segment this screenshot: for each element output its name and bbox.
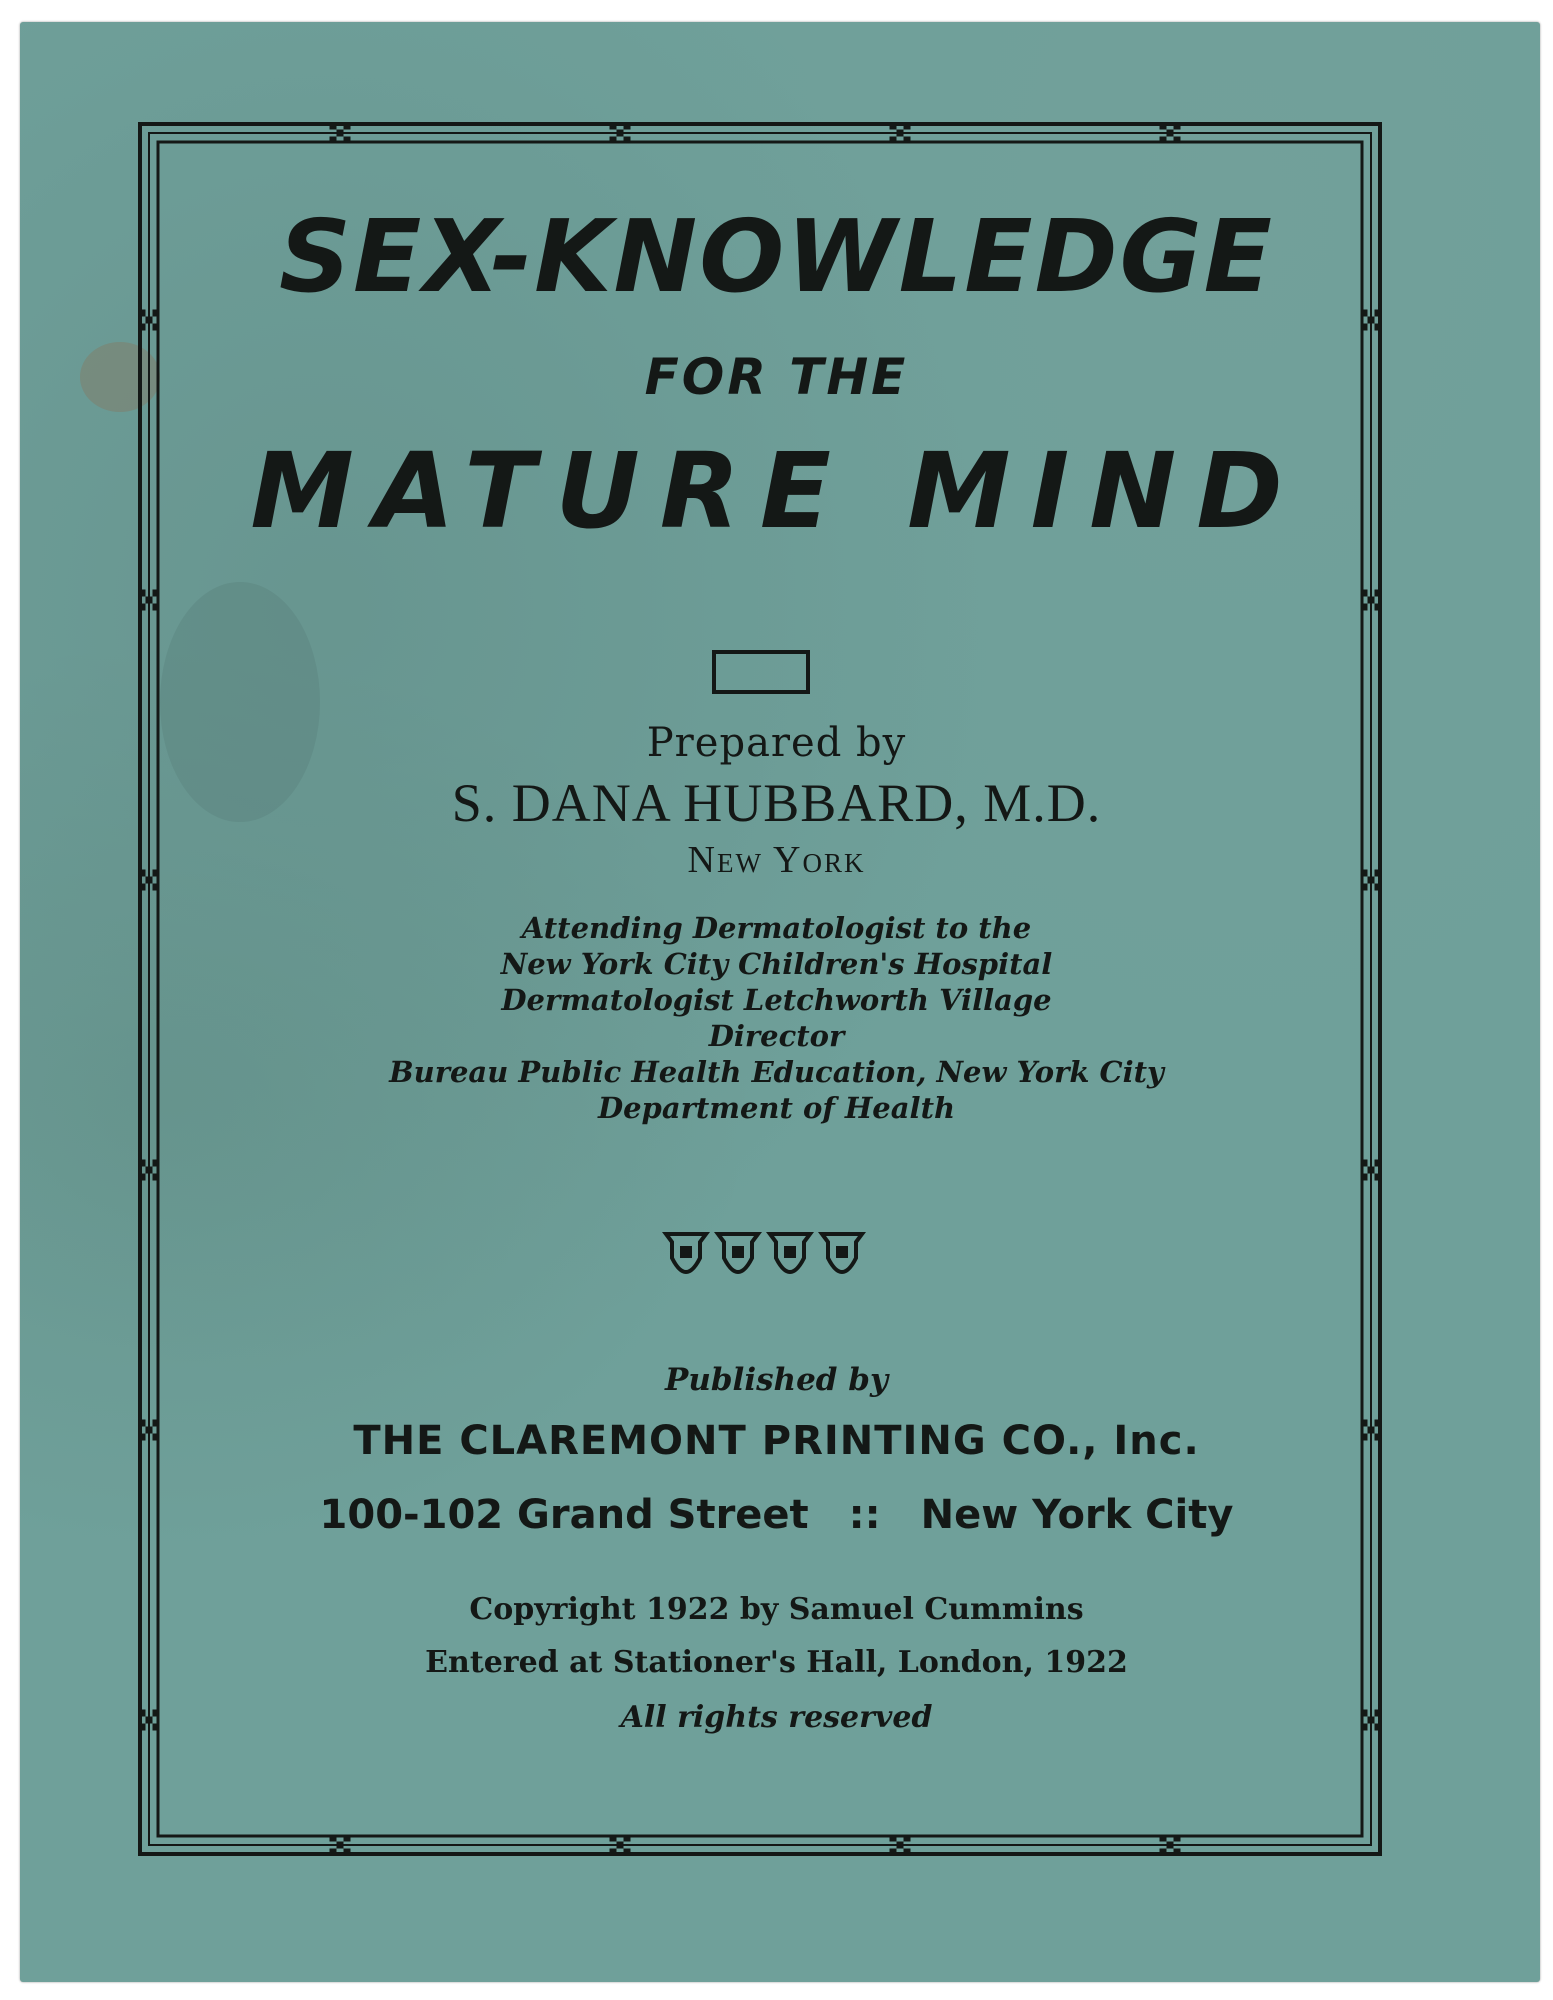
- credential-line: Attending Dermatologist to the: [521, 911, 1032, 945]
- prepared-by-label: Prepared by: [646, 720, 907, 766]
- author-city: New York: [687, 839, 866, 881]
- address-street: 100-102 Grand Street: [319, 1492, 809, 1538]
- credential-line: Bureau Public Health Education, New York City: [389, 1055, 1164, 1089]
- copyright-line: Copyright 1922 by Samuel Cummins: [469, 1592, 1084, 1627]
- credential-line: New York City Children's Hospital: [500, 947, 1053, 981]
- title-line-1: SEX-KNOWLEDGE: [279, 198, 1274, 315]
- title-line-2: FOR THE: [644, 348, 909, 406]
- rectangle-ornament-icon: [712, 650, 810, 694]
- publisher-name: THE CLAREMONT PRINTING CO., Inc.: [353, 1418, 1200, 1464]
- author-credentials: [0, 910, 1553, 1126]
- address-city: New York City: [920, 1492, 1234, 1538]
- credential-line: Dermatologist Letchworth Village: [501, 983, 1052, 1017]
- credential-line: Director: [708, 1019, 845, 1053]
- rights-line: All rights reserved: [620, 1700, 933, 1735]
- credential-line: Department of Health: [597, 1091, 956, 1125]
- address-separator: ::: [848, 1492, 881, 1538]
- publisher-address: [0, 1492, 1553, 1538]
- entered-line: Entered at Stationer's Hall, London, 1922: [425, 1645, 1128, 1680]
- scalloped-v-ornament-icon: [660, 1228, 870, 1288]
- author-name: S. DANA HUBBARD, M.D.: [451, 773, 1102, 833]
- title-line-3: MATURE MIND: [250, 430, 1303, 552]
- published-by-label: Published by: [665, 1362, 888, 1398]
